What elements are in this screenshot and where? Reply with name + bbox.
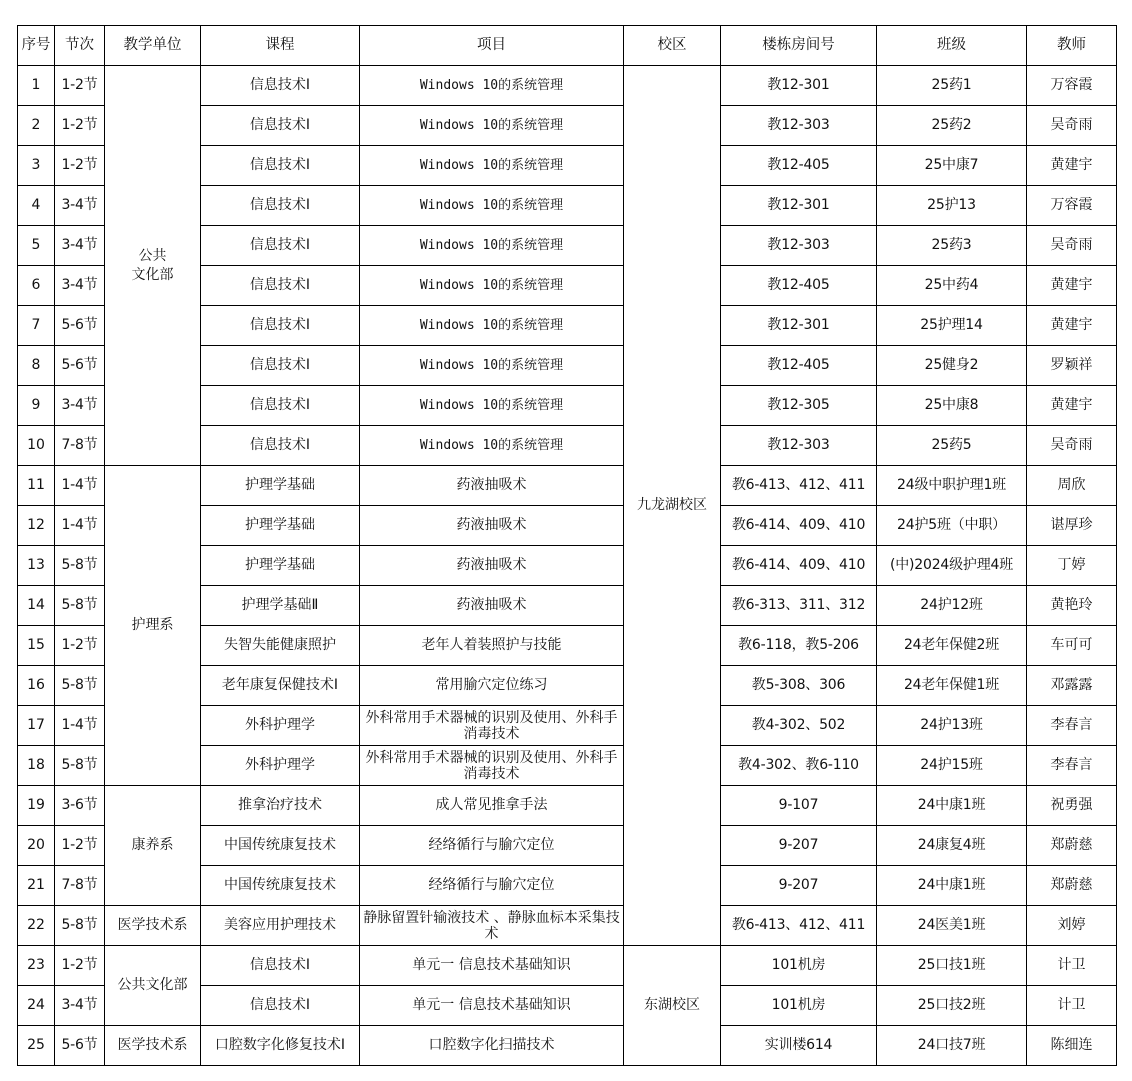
row-project: Windows 10的系统管理 [360,426,624,466]
row-teacher: 黄建宇 [1027,146,1117,186]
row-teacher: 罗颖祥 [1027,346,1117,386]
header-teacher: 教师 [1027,26,1117,66]
table-body [18,66,1117,1066]
row-number: 4 [18,186,55,226]
department-cell: 公共 文化部 [105,66,201,466]
row-number: 1 [18,66,55,106]
table-row [18,786,1117,826]
table-row [18,906,1117,946]
row-class: 24护15班 [877,746,1027,786]
row-period: 5-8节 [55,906,105,946]
row-project: 外科常用手术器械的识别及使用、外科手消毒技术 [360,706,624,746]
row-number: 10 [18,426,55,466]
row-room: 教12-301 [721,66,877,106]
row-teacher: 李春言 [1027,746,1117,786]
row-teacher: 邓露露 [1027,666,1117,706]
header-class: 班级 [877,26,1027,66]
row-number: 6 [18,266,55,306]
row-period: 3-6节 [55,786,105,826]
row-teacher: 吴奇雨 [1027,106,1117,146]
row-room: 教12-301 [721,306,877,346]
department-cell: 公共文化部 [105,946,201,1026]
row-course: 信息技术Ⅰ [201,386,360,426]
row-period: 3-4节 [55,266,105,306]
schedule-table [17,25,1117,1066]
row-teacher: 郑蔚慈 [1027,826,1117,866]
department-cell: 医学技术系 [105,1026,201,1066]
department-cell: 康养系 [105,786,201,906]
row-room: 教12-301 [721,186,877,226]
row-course: 护理学基础Ⅱ [201,586,360,626]
campus-cell: 东湖校区 [624,946,721,1066]
row-number: 3 [18,146,55,186]
row-class: 25护13 [877,186,1027,226]
row-project: 静脉留置针输液技术 、静脉血标本采集技术 [360,906,624,946]
row-course: 失智失能健康照护 [201,626,360,666]
row-room: 教6-413、412、411 [721,466,877,506]
row-number: 22 [18,906,55,946]
row-number: 5 [18,226,55,266]
header-campus: 校区 [624,26,721,66]
row-project: 单元一 信息技术基础知识 [360,986,624,1026]
row-class: 25药1 [877,66,1027,106]
row-course: 信息技术Ⅰ [201,186,360,226]
table-row [18,466,1117,506]
row-number: 13 [18,546,55,586]
row-period: 1-2节 [55,106,105,146]
row-period: 3-4节 [55,986,105,1026]
row-period: 1-2节 [55,826,105,866]
row-course: 信息技术Ⅰ [201,426,360,466]
row-class: 24老年保健1班 [877,666,1027,706]
row-room: 教4-302、502 [721,706,877,746]
row-project: 经络循行与腧穴定位 [360,866,624,906]
row-course: 信息技术Ⅰ [201,106,360,146]
row-room: 教12-405 [721,266,877,306]
row-course: 外科护理学 [201,746,360,786]
row-number: 11 [18,466,55,506]
row-period: 3-4节 [55,386,105,426]
row-course: 推拿治疗技术 [201,786,360,826]
row-class: (中)2024级护理4班 [877,546,1027,586]
row-teacher: 吴奇雨 [1027,426,1117,466]
row-project: 老年人着装照护与技能 [360,626,624,666]
row-teacher: 计卫 [1027,986,1117,1026]
row-room: 教12-405 [721,346,877,386]
row-period: 1-2节 [55,66,105,106]
row-project: Windows 10的系统管理 [360,226,624,266]
row-course: 信息技术Ⅰ [201,226,360,266]
header-row [18,26,1117,66]
row-class: 24中康1班 [877,866,1027,906]
row-room: 教6-414、409、410 [721,506,877,546]
row-number: 8 [18,346,55,386]
header-period: 节次 [55,26,105,66]
row-number: 20 [18,826,55,866]
row-project: 药液抽吸术 [360,466,624,506]
row-project: 单元一 信息技术基础知识 [360,946,624,986]
row-project: Windows 10的系统管理 [360,146,624,186]
row-period: 1-4节 [55,706,105,746]
row-teacher: 黄建宇 [1027,266,1117,306]
row-class: 25护理14 [877,306,1027,346]
row-class: 24康复4班 [877,826,1027,866]
row-room: 9-107 [721,786,877,826]
row-period: 5-8节 [55,666,105,706]
row-class: 24老年保健2班 [877,626,1027,666]
row-number: 9 [18,386,55,426]
row-class: 24级中职护理1班 [877,466,1027,506]
row-teacher: 周欣 [1027,466,1117,506]
row-course: 中国传统康复技术 [201,866,360,906]
row-teacher: 陈细连 [1027,1026,1117,1066]
row-room: 教4-302、教6-110 [721,746,877,786]
row-course: 信息技术Ⅰ [201,146,360,186]
row-course: 老年康复保健技术Ⅰ [201,666,360,706]
row-course: 外科护理学 [201,706,360,746]
row-period: 1-2节 [55,626,105,666]
row-teacher: 万容霞 [1027,186,1117,226]
row-project: 经络循行与腧穴定位 [360,826,624,866]
row-course: 护理学基础 [201,546,360,586]
row-period: 5-8节 [55,586,105,626]
row-class: 25药5 [877,426,1027,466]
row-course: 信息技术Ⅰ [201,66,360,106]
row-project: 药液抽吸术 [360,506,624,546]
row-class: 25药3 [877,226,1027,266]
row-room: 9-207 [721,866,877,906]
row-room: 9-207 [721,826,877,866]
row-teacher: 车可可 [1027,626,1117,666]
row-teacher: 黄建宇 [1027,386,1117,426]
row-room: 实训楼614 [721,1026,877,1066]
row-project: Windows 10的系统管理 [360,386,624,426]
row-room: 教6-414、409、410 [721,546,877,586]
row-course: 口腔数字化修复技术Ⅰ [201,1026,360,1066]
row-class: 24中康1班 [877,786,1027,826]
row-class: 24医美1班 [877,906,1027,946]
row-project: Windows 10的系统管理 [360,346,624,386]
row-teacher: 黄艳玲 [1027,586,1117,626]
row-period: 3-4节 [55,186,105,226]
row-project: Windows 10的系统管理 [360,306,624,346]
row-number: 25 [18,1026,55,1066]
row-course: 护理学基础 [201,506,360,546]
row-teacher: 吴奇雨 [1027,226,1117,266]
row-teacher: 谌厚珍 [1027,506,1117,546]
row-course: 信息技术Ⅰ [201,986,360,1026]
table-row [18,1026,1117,1066]
row-class: 25中康8 [877,386,1027,426]
row-teacher: 万容霞 [1027,66,1117,106]
row-period: 3-4节 [55,226,105,266]
row-period: 5-6节 [55,346,105,386]
row-teacher: 郑蔚慈 [1027,866,1117,906]
row-room: 教5-308、306 [721,666,877,706]
row-project: 常用腧穴定位练习 [360,666,624,706]
row-room: 101机房 [721,946,877,986]
row-teacher: 黄建宇 [1027,306,1117,346]
row-number: 7 [18,306,55,346]
row-project: Windows 10的系统管理 [360,106,624,146]
row-project: 药液抽吸术 [360,586,624,626]
row-number: 18 [18,746,55,786]
row-class: 24护12班 [877,586,1027,626]
header-course: 课程 [201,26,360,66]
row-period: 5-8节 [55,746,105,786]
department-cell: 医学技术系 [105,906,201,946]
row-number: 24 [18,986,55,1026]
row-teacher: 李春言 [1027,706,1117,746]
row-project: 成人常见推拿手法 [360,786,624,826]
header-no: 序号 [18,26,55,66]
row-number: 23 [18,946,55,986]
department-cell: 护理系 [105,466,201,786]
row-course: 信息技术Ⅰ [201,946,360,986]
table-row [18,946,1117,986]
header-project: 项目 [360,26,624,66]
row-number: 21 [18,866,55,906]
row-room: 教12-305 [721,386,877,426]
row-project: 外科常用手术器械的识别及使用、外科手消毒技术 [360,746,624,786]
row-period: 1-2节 [55,946,105,986]
row-project: Windows 10的系统管理 [360,66,624,106]
row-room: 101机房 [721,986,877,1026]
row-room: 教6-118，教5-206 [721,626,877,666]
row-number: 19 [18,786,55,826]
row-room: 教12-303 [721,426,877,466]
row-number: 12 [18,506,55,546]
row-class: 25药2 [877,106,1027,146]
row-room: 教12-405 [721,146,877,186]
row-period: 5-8节 [55,546,105,586]
row-project: 口腔数字化扫描技术 [360,1026,624,1066]
row-teacher: 计卫 [1027,946,1117,986]
row-course: 信息技术Ⅰ [201,306,360,346]
row-class: 25口技1班 [877,946,1027,986]
row-course: 护理学基础 [201,466,360,506]
row-class: 24护5班（中职） [877,506,1027,546]
header-room: 楼栋房间号 [721,26,877,66]
table-row [18,66,1117,106]
row-room: 教6-413、412、411 [721,906,877,946]
campus-cell: 九龙湖校区 [624,66,721,946]
row-period: 1-4节 [55,506,105,546]
row-period: 7-8节 [55,866,105,906]
row-period: 1-2节 [55,146,105,186]
row-project: 药液抽吸术 [360,546,624,586]
row-period: 5-6节 [55,306,105,346]
row-course: 信息技术Ⅰ [201,266,360,306]
row-teacher: 刘婷 [1027,906,1117,946]
row-course: 中国传统康复技术 [201,826,360,866]
row-number: 14 [18,586,55,626]
row-number: 16 [18,666,55,706]
row-number: 17 [18,706,55,746]
row-class: 25中康7 [877,146,1027,186]
row-class: 25健身2 [877,346,1027,386]
row-period: 7-8节 [55,426,105,466]
row-project: Windows 10的系统管理 [360,266,624,306]
row-period: 1-4节 [55,466,105,506]
row-room: 教6-313、311、312 [721,586,877,626]
row-period: 5-6节 [55,1026,105,1066]
row-teacher: 祝勇强 [1027,786,1117,826]
row-number: 15 [18,626,55,666]
row-class: 25中药4 [877,266,1027,306]
row-course: 信息技术Ⅰ [201,346,360,386]
row-class: 25口技2班 [877,986,1027,1026]
header-department: 教学单位 [105,26,201,66]
row-class: 24护13班 [877,706,1027,746]
row-number: 2 [18,106,55,146]
row-course: 美容应用护理技术 [201,906,360,946]
row-class: 24口技7班 [877,1026,1027,1066]
row-room: 教12-303 [721,226,877,266]
row-project: Windows 10的系统管理 [360,186,624,226]
row-room: 教12-303 [721,106,877,146]
row-teacher: 丁婷 [1027,546,1117,586]
